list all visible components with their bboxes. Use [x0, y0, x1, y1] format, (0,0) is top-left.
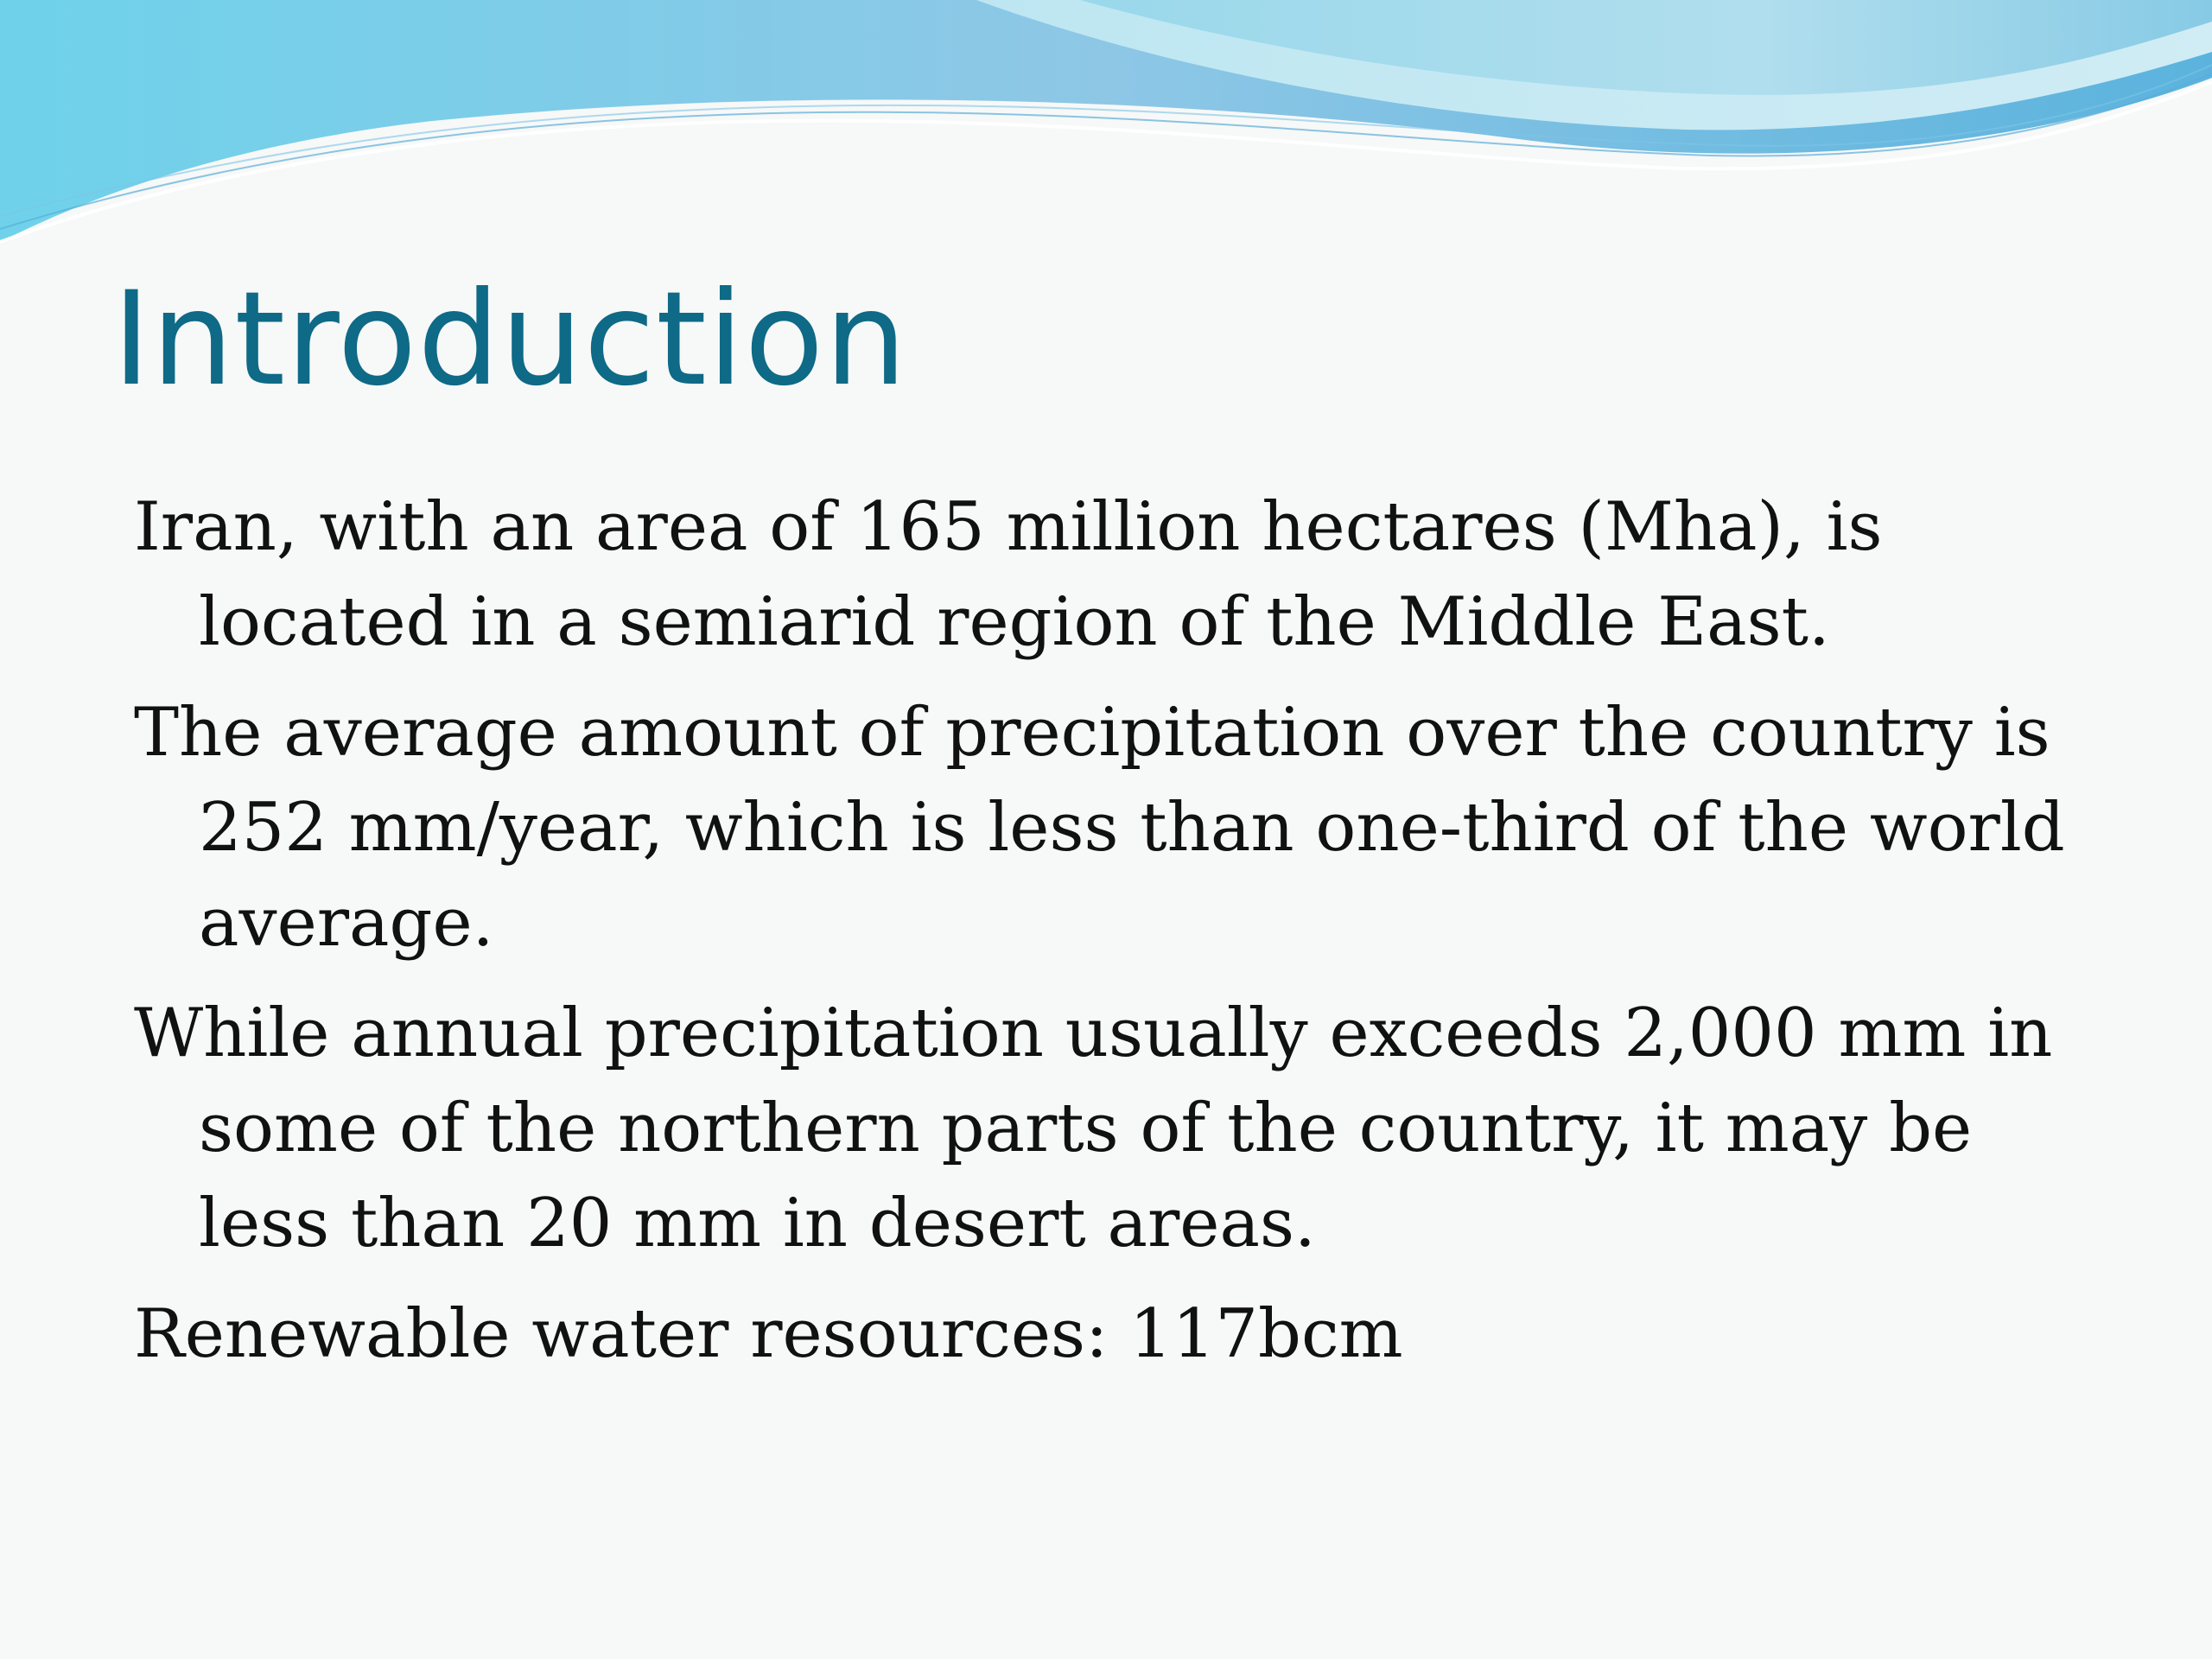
- bullet-item: Renewable water resources: 117bcm: [134, 1295, 1403, 1373]
- bullet-item: While annual precipitation usually exceeds 2,000 mm in some of the northern parts of the country, it may be less than 20 mm in desert areas.: [134, 995, 2053, 1262]
- header-wave-decoration: [0, 0, 2212, 276]
- bullet-item: Iran, with an area of 165 million hectares (Mha), is located in a semiarid region of the Middle East.: [134, 488, 1883, 661]
- slide-title: Introduction: [112, 264, 908, 415]
- bullet-item: The average amount of precipitation over the country is 252 mm/year, which is less than one-third of the world average.: [134, 694, 2065, 962]
- bullet-list: [134, 480, 2121, 1397]
